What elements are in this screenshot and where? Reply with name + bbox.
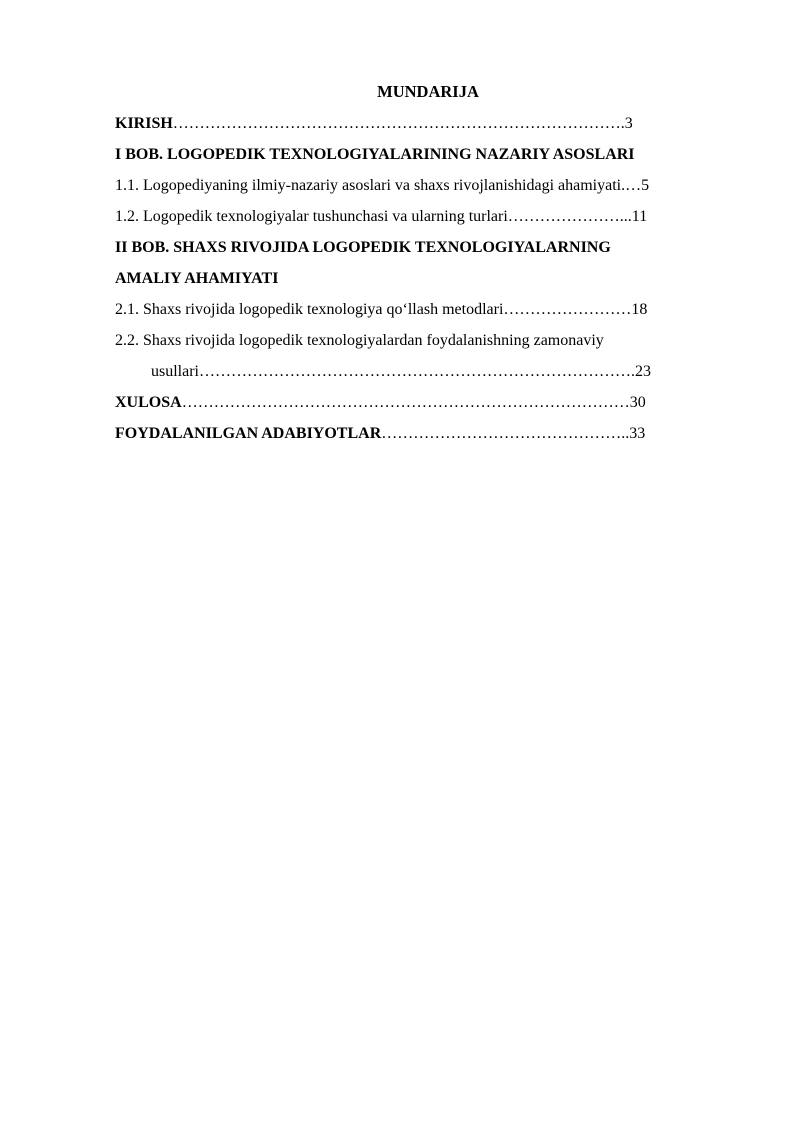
toc-entry-label: XULOSA <box>115 394 182 411</box>
toc-page-number: 18 <box>631 301 648 318</box>
toc-title: MUNDARIJA <box>377 82 479 101</box>
toc-dot-leader: ………………………………………………………………………. <box>199 363 635 380</box>
toc-dot-leader: ……………………………………….. <box>381 425 630 442</box>
toc-chapter-heading-continued: AMALIY AHAMIYATI <box>115 270 279 287</box>
toc-entry-label: KIRISH <box>115 115 173 132</box>
toc-entry-2-2-continued <box>115 356 741 387</box>
toc-page-number: 3 <box>624 115 633 132</box>
toc-dot-leader: …………………… <box>503 301 632 318</box>
toc-page-number: 11 <box>631 208 648 225</box>
toc-entry-label: 2.1. Shaxs rivojida logopedik texnologiya qo‘llash metodlari <box>115 301 504 318</box>
toc-entry-2-2: 2.2. Shaxs rivojida logopedik texnologiyalardan foydalanishning zamonaviy <box>115 332 604 349</box>
toc-chapter-heading: I BOB. LOGOPEDIK TEXNOLOGIYALARINING NAZARIY ASOSLARI <box>115 146 635 163</box>
toc-entry-1-2 <box>115 201 741 232</box>
toc-chapter-heading: II BOB. SHAXS RIVOJIDA LOGOPEDIK TEXNOLOGIYALARNING <box>115 239 611 256</box>
toc-dot-leader: …………………………………………………………………………. <box>172 115 625 132</box>
toc-entry-label: 1.1. Logopediyaning ilmiy-nazariy asoslari va shaxs rivojlanishidagi ahamiyati. <box>115 177 626 194</box>
toc-dot-leader: ………………………………………………………………………… <box>181 394 630 411</box>
toc-page-number: 30 <box>629 394 646 411</box>
toc-dot-leader: … <box>625 177 642 194</box>
toc-dot-leader: …………………... <box>507 208 632 225</box>
table-of-contents <box>115 76 741 449</box>
toc-entry-label: 1.2. Logopedik texnologiyalar tushunchasi va ularning turlari <box>115 208 508 225</box>
toc-entry-adabiyotlar <box>115 418 741 449</box>
toc-entry-2-1 <box>115 294 741 325</box>
toc-page-number: 5 <box>641 177 650 194</box>
toc-entry-kirish <box>115 108 741 139</box>
toc-page-number: 33 <box>629 425 646 442</box>
toc-entry-label: FOYDALANILGAN ADABIYOTLAR <box>115 425 382 442</box>
toc-entry-xulosa <box>115 387 741 418</box>
toc-entry-label: usullari <box>151 363 199 380</box>
toc-entry-1-1 <box>115 170 741 201</box>
toc-page-number: 23 <box>635 363 651 380</box>
